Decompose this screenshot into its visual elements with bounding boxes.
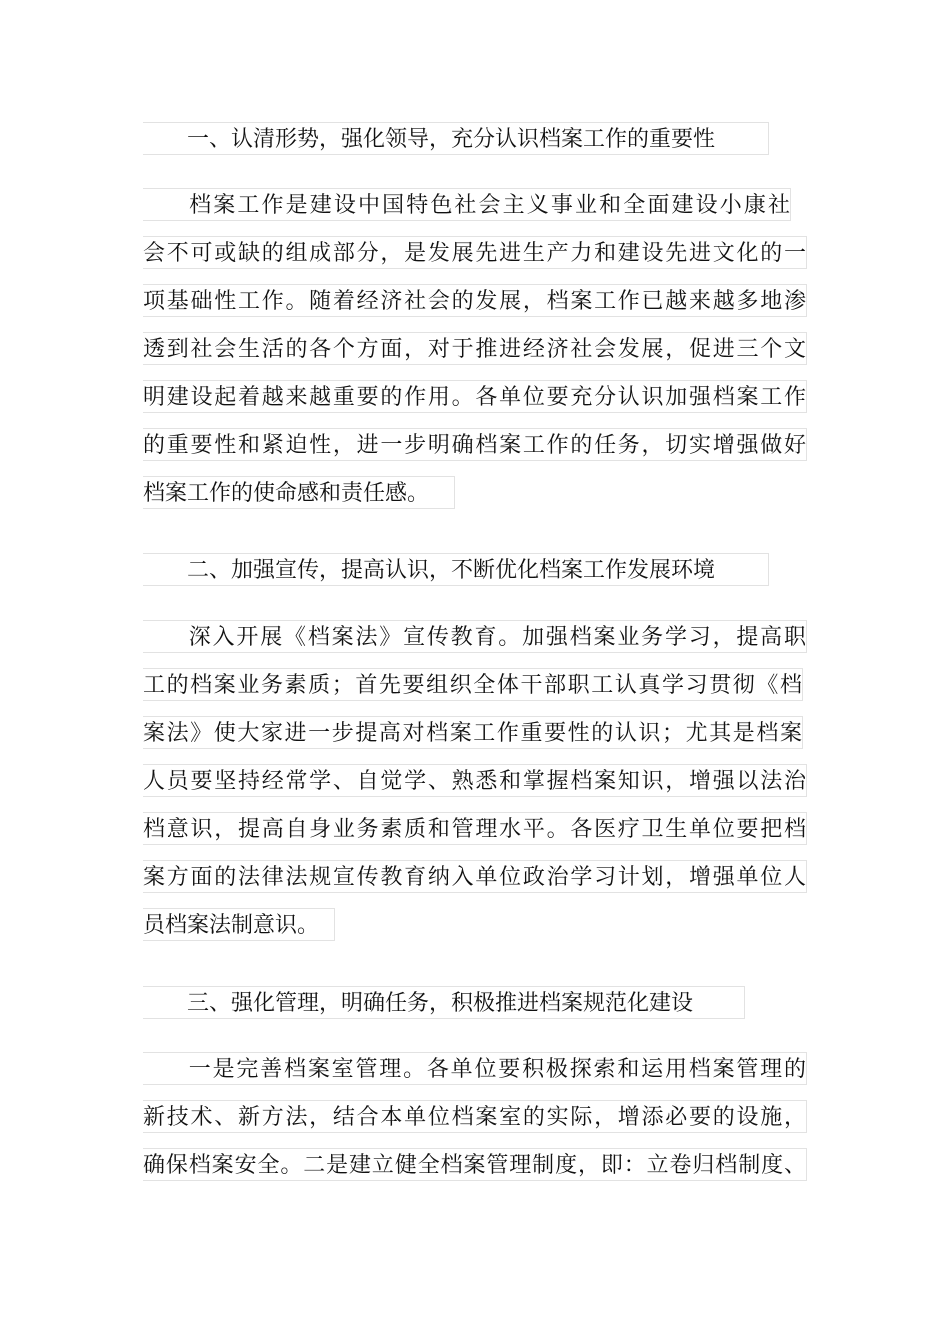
section-heading <box>143 553 769 586</box>
paragraph-line: 会不可或缺的组成部分，是发展先进生产力和建设先进文化的一 <box>143 236 807 269</box>
paragraph-line: 的重要性和紧迫性，进一步明确档案工作的任务，切实增强做好 <box>143 428 807 461</box>
paragraph-line: 明建设起着越来越重要的作用。各单位要充分认识加强档案工作 <box>143 380 807 413</box>
paragraph-line: 工的档案业务素质；首先要组织全体干部职工认真学习贯彻《档 <box>143 668 803 701</box>
paragraph-line: 档案工作是建设中国特色社会主义事业和全面建设小康社 <box>143 188 791 221</box>
heading-text: 三、强化管理，明确任务，积极推进档案规范化建设 <box>187 991 694 1016</box>
section-heading <box>143 986 745 1019</box>
paragraph-line: 一是完善档案室管理。各单位要积极探索和运用档案管理的 <box>143 1052 807 1085</box>
heading-text: 一、认清形势，强化领导，充分认识档案工作的重要性 <box>187 127 716 152</box>
paragraph-line: 员档案法制意识。 <box>143 908 335 941</box>
paragraph-line: 深入开展《档案法》宣传教育。加强档案业务学习，提高职 <box>143 620 807 653</box>
paragraph-line: 档意识，提高自身业务素质和管理水平。各医疗卫生单位要把档 <box>143 812 807 845</box>
paragraph-line: 案方面的法律法规宣传教育纳入单位政治学习计划，增强单位人 <box>143 860 807 893</box>
paragraph-line: 新技术、新方法，结合本单位档案室的实际，增添必要的设施， <box>143 1100 807 1133</box>
section-heading <box>143 122 769 155</box>
paragraph-line: 档案工作的使命感和责任感。 <box>143 476 455 509</box>
paragraph-line: 项基础性工作。随着经济社会的发展，档案工作已越来越多地渗 <box>143 284 807 317</box>
paragraph-line: 案法》使大家进一步提高对档案工作重要性的认识；尤其是档案 <box>143 716 803 749</box>
paragraph-line: 确保档案安全。二是建立健全档案管理制度，即：立卷归档制度、 <box>143 1148 807 1181</box>
paragraph-line: 人员要坚持经常学、自觉学、熟悉和掌握档案知识，增强以法治 <box>143 764 807 797</box>
heading-text: 二、加强宣传，提高认识，不断优化档案工作发展环境 <box>187 558 716 583</box>
paragraph-line: 透到社会生活的各个方面，对于推进经济社会发展，促进三个文 <box>143 332 807 365</box>
